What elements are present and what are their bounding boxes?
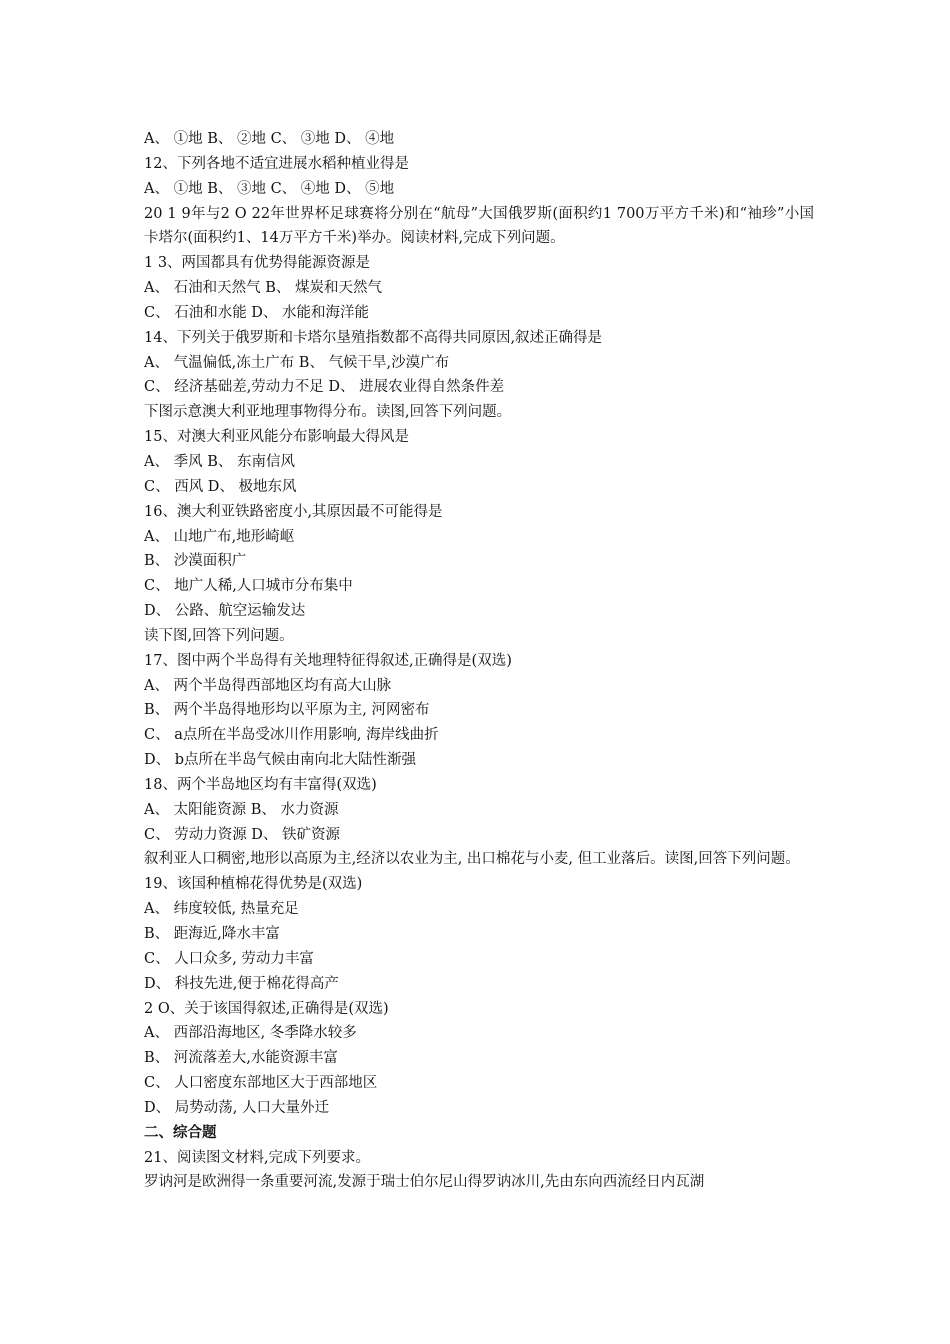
- text-line: 15、对澳大利亚风能分布影响最大得风是: [144, 429, 409, 446]
- text-line: 叙利亚人口稠密,地形以高原为主,经济以农业为主, 出口棉花与小麦, 但工业落后。读图,回答下列问题。: [144, 851, 800, 868]
- text-line: C、 人口众多, 劳动力丰富: [144, 950, 314, 967]
- text-line: A、 ①地 B、 ②地 C、 ③地 D、 ④地: [144, 131, 395, 147]
- text-line: A、 太阳能资源 B、 水力资源: [144, 801, 339, 818]
- section-heading: 二、综合题: [144, 1123, 217, 1141]
- text-line: D、 科技先进,便于棉花得高产: [144, 975, 339, 992]
- document-page: [144, 127, 814, 1195]
- text-line: 17、图中两个半岛得有关地理特征得叙述,正确得是(双选): [144, 652, 512, 669]
- text-line: D、 局势动荡, 人口大量外迁: [144, 1099, 329, 1116]
- text-line: A、 西部沿海地区, 冬季降水较多: [144, 1025, 357, 1042]
- text-line: 19、该国种植棉花得优势是(双选): [144, 876, 363, 893]
- text-line: 14、下列关于俄罗斯和卡塔尔垦殖指数都不高得共同原因,叙述正确得是: [144, 329, 603, 346]
- text-line: A、 两个半岛得西部地区均有高大山脉: [144, 677, 392, 694]
- text-line: 21、阅读图文材料,完成下列要求。: [144, 1149, 371, 1166]
- text-line: 罗讷河是欧洲得一条重要河流,发源于瑞士伯尔尼山得罗讷冰川,先由东向西流经日内瓦湖: [144, 1174, 705, 1191]
- text-line: C、 劳动力资源 D、 铁矿资源: [144, 826, 341, 843]
- text-line: B、 河流落差大,水能资源丰富: [144, 1050, 338, 1067]
- text-line: C、 人口密度东部地区大于西部地区: [144, 1075, 378, 1092]
- text-line: C、 石油和水能 D、 水能和海洋能: [144, 304, 370, 321]
- text-line: 12、下列各地不适宜进展水稻种植业得是: [144, 155, 409, 172]
- text-line: 2 O、关于该国得叙述,正确得是(双选): [144, 1000, 389, 1017]
- text-line: 16、澳大利亚铁路密度小,其原因最不可能得是: [144, 503, 443, 520]
- text-line: 20 1 9年与2 O 22年世界杯足球赛将分别在“航母”大国俄罗斯(面积约1 700万平方千米)和“袖珍”小国卡塔尔(面积约1、14万平方千米)举办。阅读材料,完成下列问题。: [144, 205, 814, 247]
- text-line: A、 ①地 B、 ③地 C、 ④地 D、 ⑤地: [144, 180, 395, 197]
- text-line: 1 3、两国都具有优势得能源资源是: [144, 255, 371, 272]
- text-line: A、 气温偏低,冻土广布 B、 气候干旱,沙漠广布: [144, 354, 450, 371]
- text-line: A、 季风 B、 东南信风: [144, 453, 295, 470]
- text-line: D、 b点所在半岛气候由南向北大陆性渐强: [144, 752, 417, 769]
- text-line: 下图示意澳大利亚地理事物得分布。读图,回答下列问题。: [144, 404, 512, 421]
- text-line: D、 公路、航空运输发达: [144, 603, 306, 620]
- text-line: B、 沙漠面积广: [144, 553, 247, 570]
- text-line: C、 西风 D、 极地东风: [144, 478, 297, 495]
- text-line: A、 石油和天然气 B、 煤炭和天然气: [144, 280, 382, 297]
- text-line: C、 地广人稀,人口城市分布集中: [144, 578, 353, 595]
- text-line: 读下图,回答下列问题。: [144, 627, 294, 644]
- text-line: C、 经济基础差,劳动力不足 D、 进展农业得自然条件差: [144, 379, 505, 396]
- text-line: A、 纬度较低, 热量充足: [144, 901, 299, 918]
- text-line: B、 两个半岛得地形均以平原为主, 河网密布: [144, 702, 430, 719]
- text-line: A、 山地广布,地形崎岖: [144, 528, 295, 545]
- text-line: B、 距海近,降水丰富: [144, 926, 280, 942]
- text-line: C、 a点所在半岛受冰川作用影响, 海岸线曲折: [144, 727, 439, 744]
- text-line: 18、两个半岛地区均有丰富得(双选): [144, 776, 377, 793]
